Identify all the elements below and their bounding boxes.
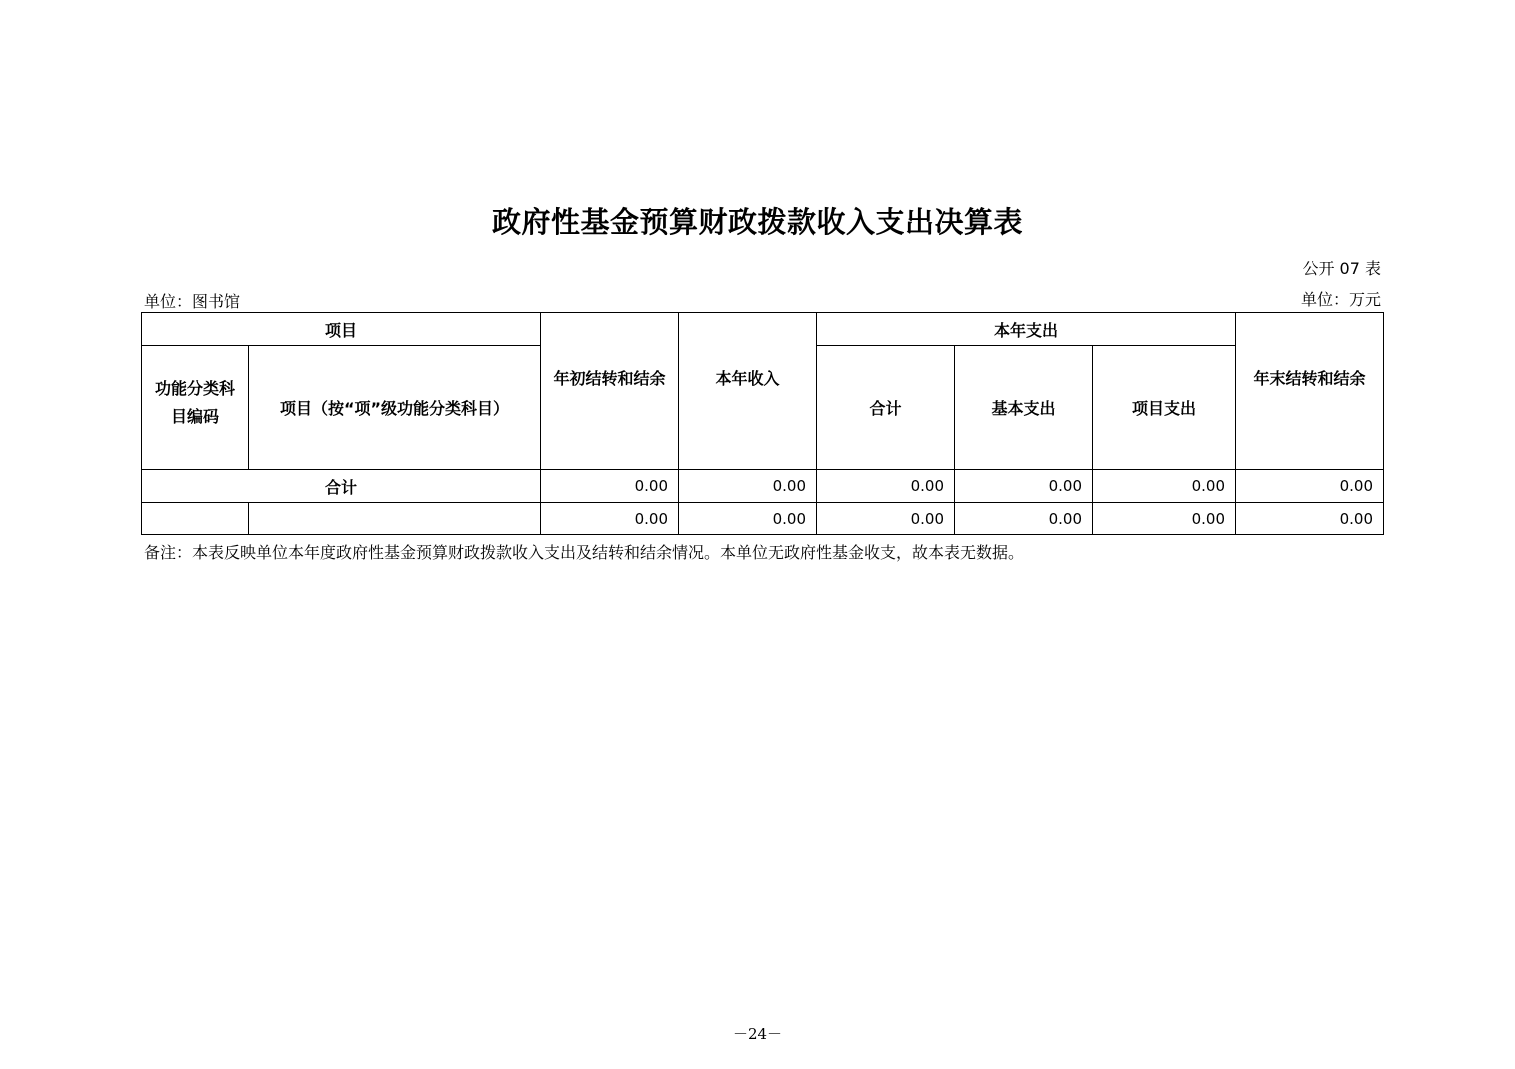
header-func-code-text: 功能分类科目编码 <box>154 378 235 426</box>
total-expense-basic: 0.00 <box>955 470 1093 503</box>
header-project-name: 项目（按“项”级功能分类科目） <box>249 346 541 470</box>
row-opening-balance: 0.00 <box>541 503 679 535</box>
page-title: 政府性基金预算财政拨款收入支出决算表 <box>491 205 1023 239</box>
row-expense-basic: 0.00 <box>955 503 1093 535</box>
form-number: 公开 07 表 <box>1302 259 1381 278</box>
header-expense-basic: 基本支出 <box>955 346 1093 470</box>
total-opening-balance: 0.00 <box>541 470 679 503</box>
row-current-income: 0.00 <box>679 503 817 535</box>
total-expense-project: 0.00 <box>1093 470 1236 503</box>
header-expense-project: 项目支出 <box>1093 346 1236 470</box>
row-project-name <box>249 503 541 535</box>
row-func-code <box>142 503 249 535</box>
reporting-unit: 单位：图书馆 <box>144 292 241 311</box>
header-closing-balance: 年末结转和结余 <box>1236 313 1384 470</box>
header-row-1 <box>142 313 1384 346</box>
row-closing-balance: 0.00 <box>1236 503 1384 535</box>
total-expense-total: 0.00 <box>817 470 955 503</box>
row-expense-project: 0.00 <box>1093 503 1236 535</box>
total-label: 合计 <box>142 470 541 503</box>
table-row <box>142 503 1384 535</box>
page-number: －24－ <box>732 1025 783 1043</box>
header-project-group: 项目 <box>142 313 541 346</box>
fund-budget-table <box>141 312 1384 535</box>
total-closing-balance: 0.00 <box>1236 470 1384 503</box>
row-expense-total: 0.00 <box>817 503 955 535</box>
header-current-expense-group: 本年支出 <box>817 313 1236 346</box>
table-note: 备注：本表反映单位本年度政府性基金预算财政拨款收入支出及结转和结余情况。本单位无政府性基金收支，故本表无数据。 <box>144 543 1025 562</box>
total-row <box>142 470 1384 503</box>
total-current-income: 0.00 <box>679 470 817 503</box>
header-current-income: 本年收入 <box>679 313 817 470</box>
header-expense-total: 合计 <box>817 346 955 470</box>
header-opening-balance: 年初结转和结余 <box>541 313 679 470</box>
currency-unit: 单位：万元 <box>1300 290 1381 309</box>
header-func-code <box>142 346 249 470</box>
